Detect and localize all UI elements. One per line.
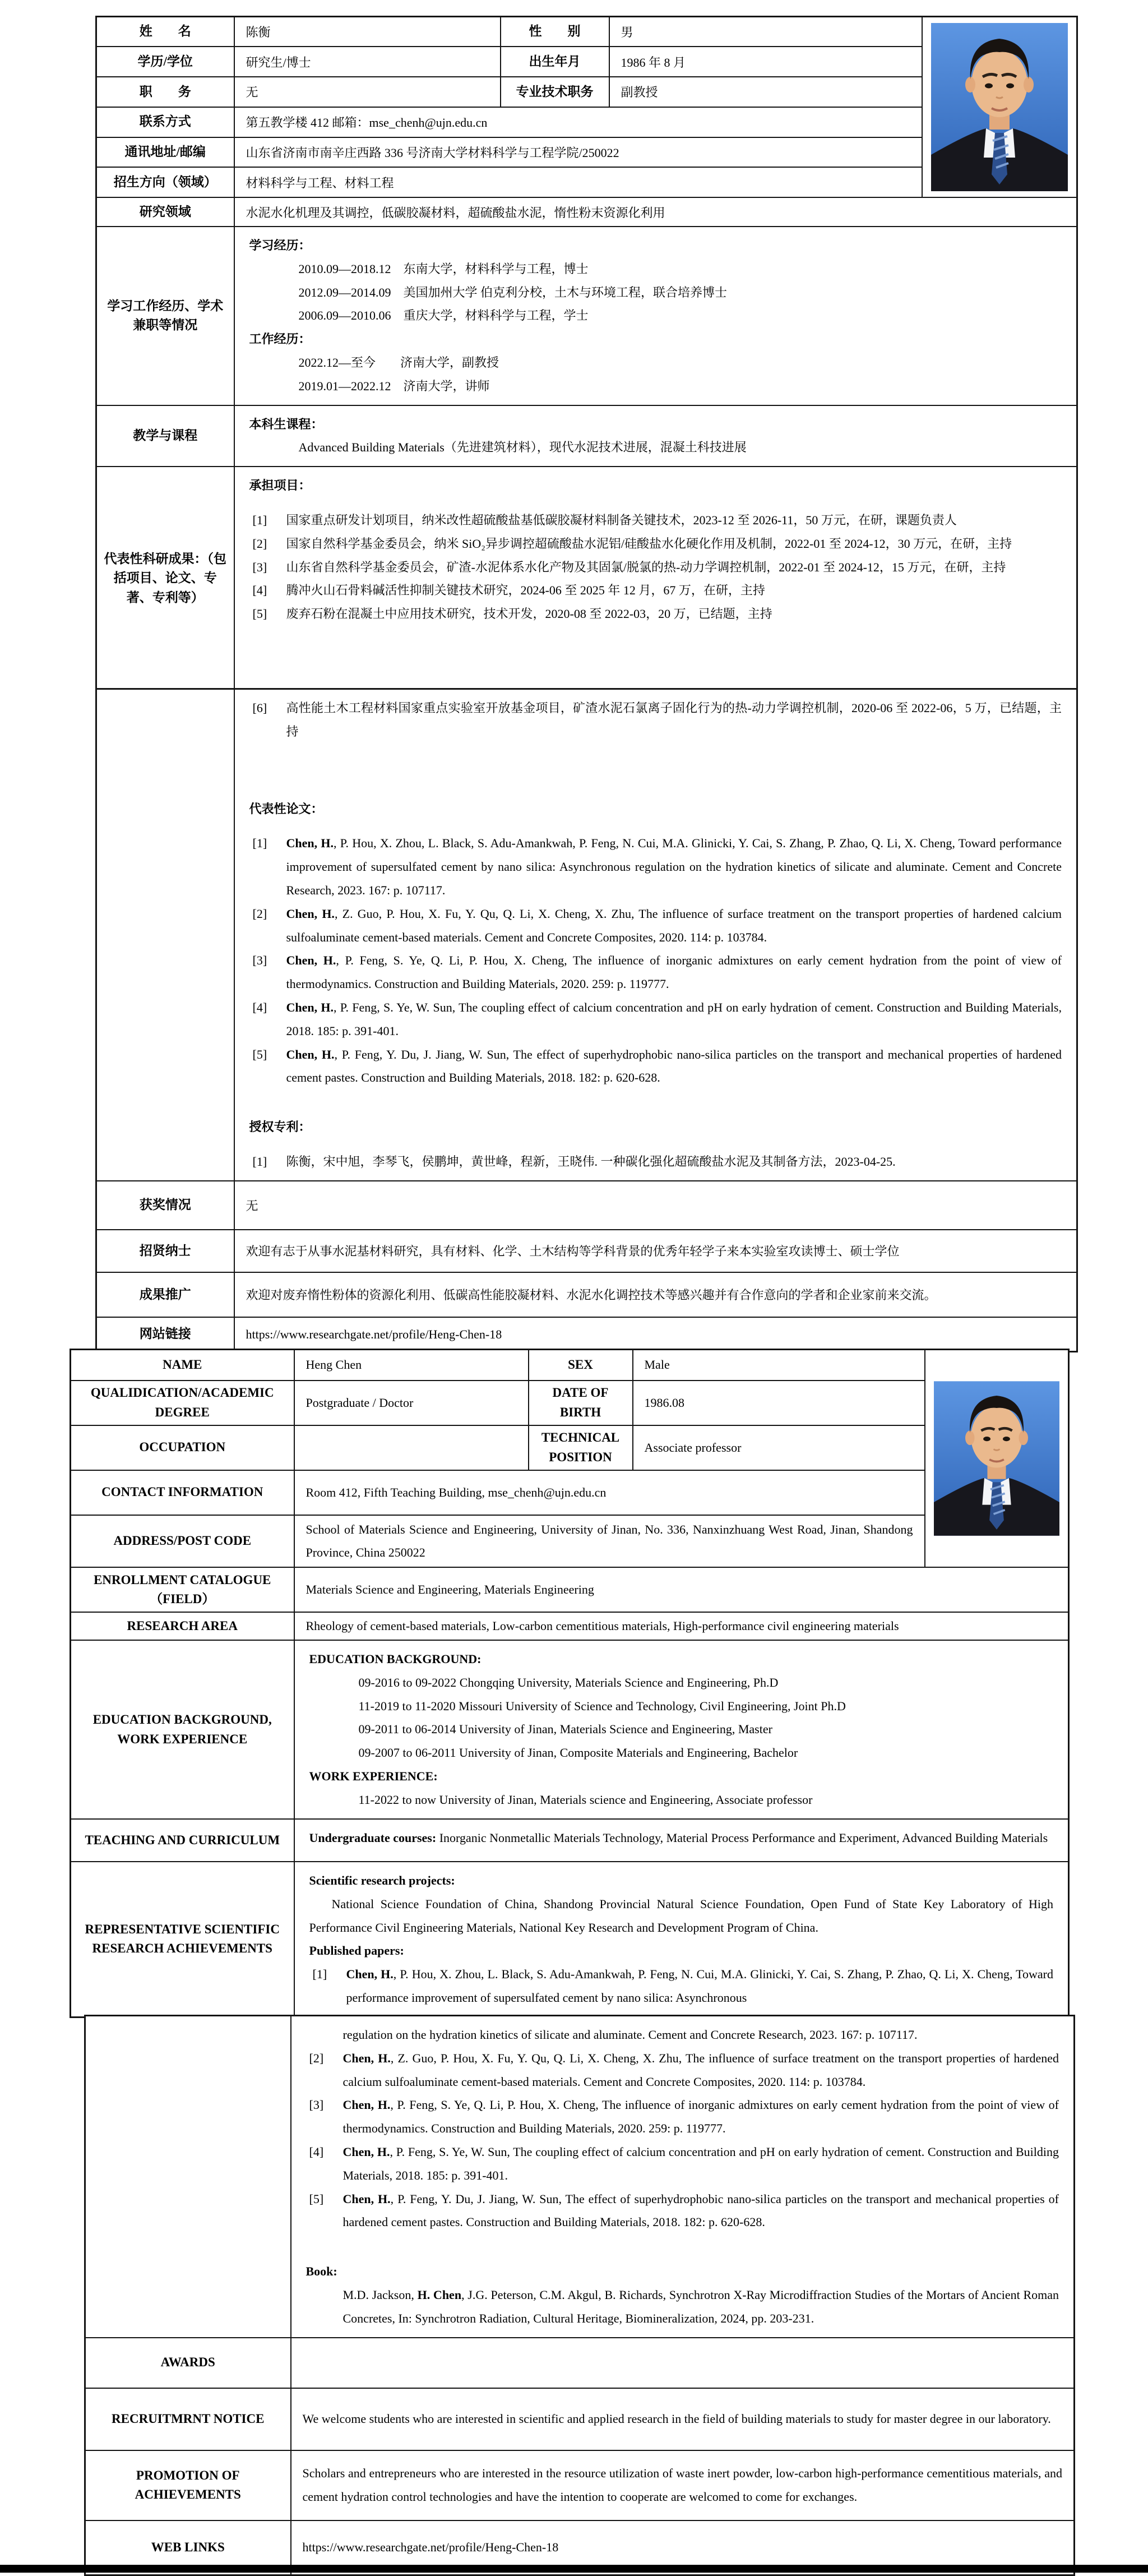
en-enrollment-label: ENROLLMENT CATALOGUE（FIELD） — [94, 1572, 271, 1606]
paper-citation: , P. Feng, S. Ye, Q. Li, P. Hou, X. Cheng, The influence of inorganic admixtures on early cement hydration from the point of view of thermodynamics. Construction and Building Materials, 2020. 259: p. 119777. — [286, 953, 1062, 991]
paper-first-author: Chen, H. — [286, 1000, 334, 1014]
en-degree-value: Postgraduate / Doctor — [305, 1395, 414, 1410]
en-teaching-heading: Undergraduate courses: — [309, 1831, 437, 1845]
cn-projects-heading: 承担项目： — [249, 478, 311, 493]
paper-item — [249, 832, 1062, 902]
paper-first-author: Chen, H. — [286, 836, 334, 851]
cn-weblink-label: 网站链接 — [139, 1327, 191, 1341]
en-achievements-label: REPRESENTATIVE SCIENTIFIC RESEARCH ACHIEVEMENTS — [85, 1922, 280, 1956]
item-number: [1] — [312, 1967, 327, 1982]
en-awards-label: AWARDS — [160, 2355, 215, 2370]
cn-papers-heading: 代表性论文： — [249, 801, 323, 816]
cn-sex-value: 男 — [621, 25, 633, 40]
cn-continuation-table — [95, 688, 1078, 1352]
patent-item — [249, 1150, 1062, 1174]
cn-awards-value: 无 — [246, 1198, 258, 1213]
en-edu-heading: EDUCATION BACKGROUND: — [309, 1652, 482, 1666]
book-heading: Book: — [305, 2264, 337, 2279]
en2-papers-content — [291, 2016, 1075, 2338]
en-teaching-label: TEACHING AND CURRICULUM — [85, 1832, 280, 1847]
cn-edu-heading: 学习经历： — [249, 238, 311, 252]
paper-first-author: Chen, H. — [342, 2051, 391, 2065]
cn-duty-value: 无 — [246, 85, 258, 100]
cn2-empty-label-cell — [96, 689, 234, 1181]
paper-item — [306, 2187, 1059, 2235]
cn-work-item: 2019.01—2022.12 济南大学，讲师 — [298, 378, 490, 393]
en-sex-value: Male — [644, 1358, 670, 1372]
en-continuation-table — [84, 2015, 1075, 2576]
en-contact-value: Room 412, Fifth Teaching Building, mse_chenh@ujn.edu.cn — [305, 1485, 607, 1499]
en-contact-label: CONTACT INFORMATION — [101, 1485, 263, 1499]
cn-sex-label: 性 别 — [529, 24, 581, 39]
item-number: [3] — [309, 2098, 324, 2112]
en-projects-text: National Science Foundation of China, Shandong Provincial Natural Science Foundation, Open Fund of State Key Laboratory of High Performance Civil Engineering Materials, National Key Research and Development Program of China. — [309, 1896, 1053, 1935]
cn-edu-item: 2006.09—2010.06 重庆大学，材料科学与工程，学士 — [298, 308, 589, 323]
en-edu-item: 11-2019 to 11-2020 Missouri University of Science and Technology, Civil Engineering, Joint Ph.D — [358, 1698, 846, 1713]
cn-promotion-label: 成果推广 — [139, 1287, 191, 1301]
en-research-area-value: Rheology of cement-based materials, Low-carbon cementitious materials, High-performance civil engineering materials — [305, 1619, 899, 1633]
en-name-label: NAME — [163, 1358, 202, 1372]
item-number: [3] — [252, 953, 267, 968]
cn-name-value: 陈衡 — [246, 25, 271, 40]
cn-address-label: 通讯地址/邮编 — [124, 145, 206, 159]
cn-teaching-value: Advanced Building Materials（先进建筑材料），现代水泥技术进展，混凝土科技进展 — [298, 440, 747, 455]
paper-citation: , P. Feng, S. Ye, W. Sun, The coupling effect of calcium concentration and pH on early hydration of cement. Construction and Building Materials, 2018. 185: p. 391-401. — [342, 2144, 1059, 2182]
item-number: [5] — [252, 607, 267, 621]
en-education-content — [294, 1640, 1069, 1819]
cn-duty-label: 职 务 — [139, 84, 191, 99]
en-edu-item: 09-2016 to 09-2022 Chongqing University, Materials Science and Engineering, Ph.D — [358, 1675, 779, 1689]
cn-project-item — [249, 579, 1062, 602]
paper-continuation: regulation on the hydration kinetics of silicate and aluminate. Cement and Concrete Research, 2023. 167: p. 107117. — [342, 2028, 918, 2042]
cn-address-value: 山东省济南市南辛庄西路 336 号济南大学材料科学与工程学院/250022 — [246, 145, 619, 160]
item-number: [4] — [309, 2144, 324, 2159]
book-author-chen: H. Chen — [417, 2287, 462, 2302]
paper-item — [309, 1963, 1054, 2010]
book-rest: , J.G. Peterson, C.M. Akgul, B. Richards, Synchrotron X-Ray Microdiffraction Studies of the Mortars of Ancient Roman Concretes, In: Synchrotron Radiation, Cultural Heritage, Biomineralization, 2024, pp. 203-231. — [342, 2287, 1059, 2325]
paper-item — [306, 2140, 1059, 2187]
en-degree-label: QUALIDICATION/ACADEMIC DEGREE — [90, 1386, 274, 1419]
en-edu-item: 09-2007 to 06-2011 University of Jinan, Composite Materials and Engineering, Bachelor — [358, 1746, 798, 1760]
item-text: 山东省自然科学基金委员会，矿渣-水泥体系水化产物及其固氯/脱氯的热-动力学调控机制，2022-01 至 2024-12，15 万元，在研，主持 — [286, 560, 1006, 574]
paper-first-author: Chen, H. — [286, 1047, 335, 1061]
cn-title-value: 副教授 — [621, 85, 658, 100]
item-number: [4] — [252, 1000, 267, 1014]
en2-empty-label-cell — [85, 2016, 291, 2338]
cn-title-label: 专业技术职务 — [516, 84, 594, 99]
cn-work-heading: 工作经历： — [249, 332, 311, 347]
en-awards-value — [291, 2338, 1075, 2388]
bottom-black-bar — [0, 2565, 1148, 2573]
en-occupation-label: OCCUPATION — [139, 1440, 226, 1455]
cn-research-area-label: 研究领域 — [139, 204, 191, 219]
book-citation — [306, 2283, 1059, 2330]
cn-name-label: 姓 名 — [139, 24, 191, 39]
paper-citation: , Z. Guo, P. Hou, X. Fu, Y. Qu, Q. Li, X. Cheng, X. Zhu, The influence of surface treatment on the transport properties of hardened calcium sulfoaluminate cement-based materials. Cement and Concrete Composites, 2020. 114: p. 103784. — [342, 2051, 1059, 2089]
item-text: 国家自然科学基金委员会，纳米 SiO₂异步调控超硫酸盐水泥铝/硅酸盐水化硬化作用及机制，2022-01 至 2024-12，30 万元，在研，主持 — [286, 536, 1012, 551]
item-number: [2] — [309, 2051, 324, 2065]
profile-photo — [934, 1374, 1059, 1543]
en-address-value: School of Materials Science and Engineering, University of Jinan, No. 336, Nanxinzhuang West Road, Jinan, Shandong Province, China 250022 — [305, 1522, 913, 1560]
cn-contact-label: 联系方式 — [139, 114, 191, 129]
item-number: [5] — [309, 2191, 324, 2206]
item-number: [6] — [252, 701, 267, 715]
en-projects-heading: Scientific research projects: — [309, 1873, 455, 1888]
item-number: [2] — [252, 906, 267, 921]
cn-project-item — [249, 556, 1062, 579]
paper-first-author: Chen, H. — [342, 2144, 390, 2159]
paper-citation: , P. Feng, S. Ye, W. Sun, The coupling effect of calcium concentration and pH on early hydration of cement. Construction and Building Materials, 2018. 185: p. 391-401. — [286, 1000, 1062, 1038]
cn-project-item — [249, 532, 1062, 556]
cn-contact-value: 第五教学楼 412 邮箱：mse_chenh@ujn.edu.cn — [246, 116, 488, 130]
cn-enroll-label: 招生方向（领域） — [113, 174, 217, 189]
paper-item — [249, 996, 1062, 1043]
item-number: [3] — [252, 560, 267, 574]
paper-citation: , P. Hou, X. Zhou, L. Black, S. Adu-Amankwah, P. Feng, N. Cui, M.A. Glinicki, Y. Cai, S. Zhang, P. Zhao, Q. Li, X. Cheng, Toward performance improvement of supersulfated cement by nano silica: Asynchronous — [346, 1967, 1053, 2005]
patent-text: 陈衡，宋中旭，李琴飞，侯鹏坤，黄世峰，程新，王晓伟. 一种碳化强化超硫酸盐水泥及其制备方法，2023-04-25. — [286, 1154, 896, 1169]
book-authors-pre: M.D. Jackson, — [342, 2287, 418, 2302]
en-edu-item: 09-2011 to 06-2014 University of Jinan, Materials Science and Engineering, Master — [358, 1722, 772, 1737]
en-occupation-value — [294, 1425, 529, 1470]
cn-teaching-content — [234, 405, 1077, 467]
en-work-heading: WORK EXPERIENCE: — [309, 1769, 438, 1784]
paper-item — [249, 1043, 1062, 1090]
cn-weblink-value[interactable]: https://www.researchgate.net/profile/Heng-Chen-18 — [246, 1327, 502, 1341]
cn-patents-heading: 授权专利： — [249, 1120, 311, 1134]
item-number: [1] — [252, 836, 267, 851]
en-address-label: ADDRESS/POST CODE — [113, 1534, 252, 1548]
item-number: [5] — [252, 1047, 267, 1061]
item-number: [1] — [252, 1154, 267, 1169]
cn-recruit-label: 招贤纳士 — [139, 1243, 191, 1258]
en-education-label: EDUCATION BACKGROUND, WORK EXPERIENCE — [92, 1712, 272, 1746]
cn-work-item: 2022.12—至今 济南大学，副教授 — [298, 355, 499, 370]
en-technical-position-label: TECHNICAL POSITION — [541, 1430, 620, 1464]
paper-citation: , P. Feng, Y. Du, J. Jiang, W. Sun, The effect of superhydrophobic nano-silica particles on the transport and mechanical properties of hardened cement pastes. Construction and Building Materials, 2018. 182: p. 620-628. — [286, 1047, 1062, 1085]
cn2-papers-content — [234, 689, 1077, 1181]
en-enrollment-value: Materials Science and Engineering, Materials Engineering — [305, 1582, 594, 1597]
en-promotion-value: Scholars and entrepreneurs who are interested in the resource utilization of waste inert powder, low-carbon high-performance cementitious materials, and cement hydration control technologies and have the intention to cooperate are welcomed to come for exchanges. — [302, 2466, 1062, 2504]
cn-project-item — [249, 602, 1062, 626]
en-research-area-label: RESEARCH AREA — [127, 1618, 238, 1633]
item-text: 腾冲火山石骨料碱活性抑制关键技术研究，2024-06 至 2025 年 12 月，67 万，在研，主持 — [286, 583, 765, 598]
en-photo-cell — [925, 1350, 1069, 1568]
cn-awards-label: 获奖情况 — [139, 1198, 191, 1212]
cn-profile-table — [95, 16, 1078, 691]
paper-item — [249, 949, 1062, 996]
cn-enroll-value: 材料科学与工程、材料工程 — [246, 176, 394, 190]
en-birth-label: DATE OF BIRTH — [552, 1386, 609, 1419]
paper-first-author: Chen, H. — [342, 2098, 391, 2112]
cn-birth-value: 1986 年 8 月 — [621, 55, 686, 70]
item-number: [2] — [252, 536, 267, 551]
cn-degree-value: 研究生/博士 — [246, 55, 311, 70]
en-sex-label: SEX — [568, 1358, 593, 1372]
paper-item — [249, 902, 1062, 949]
item-number: [1] — [252, 513, 267, 527]
cn-experience-label: 学习工作经历、学术兼职等情况 — [107, 298, 224, 333]
en-weblinks-value[interactable]: https://www.researchgate.net/profile/Heng-Chen-18 — [302, 2540, 559, 2555]
cn-degree-label: 学历/学位 — [137, 54, 193, 68]
cn-recruit-value: 欢迎有志于从事水泥基材料研究，具有材料、化学、土木结构等学科背景的优秀年轻学子来本实验室攻读博士、硕士学位 — [246, 1244, 900, 1259]
item-text: 国家重点研发计划项目，纳米改性超硫酸盐基低碳胶凝材料制备关键技术，2023-12 至 2026-11，50 万元，在研，课题负责人 — [286, 513, 957, 527]
cn-birth-label: 出生年月 — [529, 54, 581, 68]
paper-citation: , P. Hou, X. Zhou, L. Black, S. Adu-Amankwah, P. Feng, N. Cui, M.A. Glinicki, Y. Cai, S. Zhang, P. Zhao, Q. Li, X. Cheng, Toward performance improvement of supersulfated cement by nano silica: Asynchronous regulation on the hydration kinetics of silicate and aluminate. Cement and Concrete Research, 2023. 167: p. 107117. — [286, 836, 1062, 897]
cn-research-area-value: 水泥水化机理及其调控，低碳胶凝材料，超硫酸盐水泥，惰性粉末资源化利用 — [246, 205, 665, 220]
paper-first-author: Chen, H. — [286, 906, 335, 921]
en-profile-table — [70, 1349, 1070, 2018]
item-text: 高性能土木工程材料国家重点实验室开放基金项目，矿渣水泥石氯离子固化行为的热-动力学调控机制，2020-06 至 2022-06，5 万，已结题，主持 — [286, 701, 1062, 738]
en-teaching-value: Inorganic Nonmetallic Materials Technology, Material Process Performance and Experiment, Advanced Building Materials — [436, 1831, 1048, 1845]
en-birth-value: 1986.08 — [644, 1395, 684, 1410]
cn-edu-item: 2010.09—2018.12 东南大学，材料科学与工程，博士 — [298, 261, 589, 276]
en-promotion-label: PROMOTION OF ACHIEVEMENTS — [135, 2468, 241, 2502]
en-recruitment-value: We welcome students who are interested in scientific and applied research in the field of building materials to study for master degree in our laboratory. — [302, 2412, 1051, 2426]
en-teaching-content — [294, 1819, 1069, 1862]
cn-teaching-label: 教学与课程 — [133, 428, 198, 443]
profile-photo — [931, 23, 1068, 191]
item-number: [4] — [252, 583, 267, 598]
en-technical-position-value: Associate professor — [644, 1440, 742, 1455]
en-work-item: 11-2022 to now University of Jinan, Materials science and Engineering, Associate professor — [358, 1792, 813, 1807]
cn-experience-content — [234, 227, 1077, 405]
cn-edu-item: 2012.09—2014.09 美国加州大学 伯克利分校，土木与环境工程，联合培养博士 — [298, 285, 728, 299]
cn-projects-content — [234, 467, 1077, 690]
en-name-value: Heng Chen — [305, 1358, 362, 1372]
en-papers-heading: Published papers: — [309, 1943, 404, 1958]
en-weblinks-label: WEB LINKS — [151, 2540, 225, 2555]
paper-first-author: Chen, H. — [342, 2191, 391, 2206]
paper-item — [306, 2047, 1059, 2094]
cn-project-item — [249, 696, 1062, 744]
paper-first-author: Chen, H. — [346, 1967, 394, 1982]
en-recruitment-label: RECRUITMRNT NOTICE — [112, 2411, 265, 2426]
cn-project-item — [249, 509, 1062, 532]
paper-citation: , Z. Guo, P. Hou, X. Fu, Y. Qu, Q. Li, X. Cheng, X. Zhu, The influence of surface treatment on the transport properties of hardened calcium sulfoaluminate cement-based materials. Cement and Concrete Composites, 2020. 114: p. 103784. — [286, 906, 1062, 944]
cn-teaching-heading: 本科生课程： — [249, 417, 323, 431]
paper-citation: , P. Feng, S. Ye, Q. Li, P. Hou, X. Cheng, The influence of inorganic admixtures on early cement hydration from the point of view of thermodynamics. Construction and Building Materials, 2020. 259: p. 119777. — [342, 2098, 1059, 2136]
en-achievements-content — [294, 1862, 1069, 2017]
paper-first-author: Chen, H. — [286, 953, 336, 968]
cn-photo-cell — [922, 17, 1077, 198]
paper-item — [306, 2093, 1059, 2140]
item-text: 废弃石粉在混凝土中应用技术研究，技术开发，2020-08 至 2022-03，20 万，已结题，主持 — [286, 607, 772, 621]
cn-promotion-value: 欢迎对废弃惰性粉体的资源化利用、低碳高性能胶凝材料、水泥水化调控技术等感兴趣并有合作意向的学者和企业家前来交流。 — [246, 1288, 937, 1303]
cn-achievements-label: 代表性科研成果：（包括项目、论文、专著、专利等） — [104, 551, 226, 604]
paper-citation: , P. Feng, Y. Du, J. Jiang, W. Sun, The effect of superhydrophobic nano-silica particles on the transport and mechanical properties of hardened cement pastes. Construction and Building Materials, 2018. 182: p. 620-628. — [342, 2191, 1059, 2229]
